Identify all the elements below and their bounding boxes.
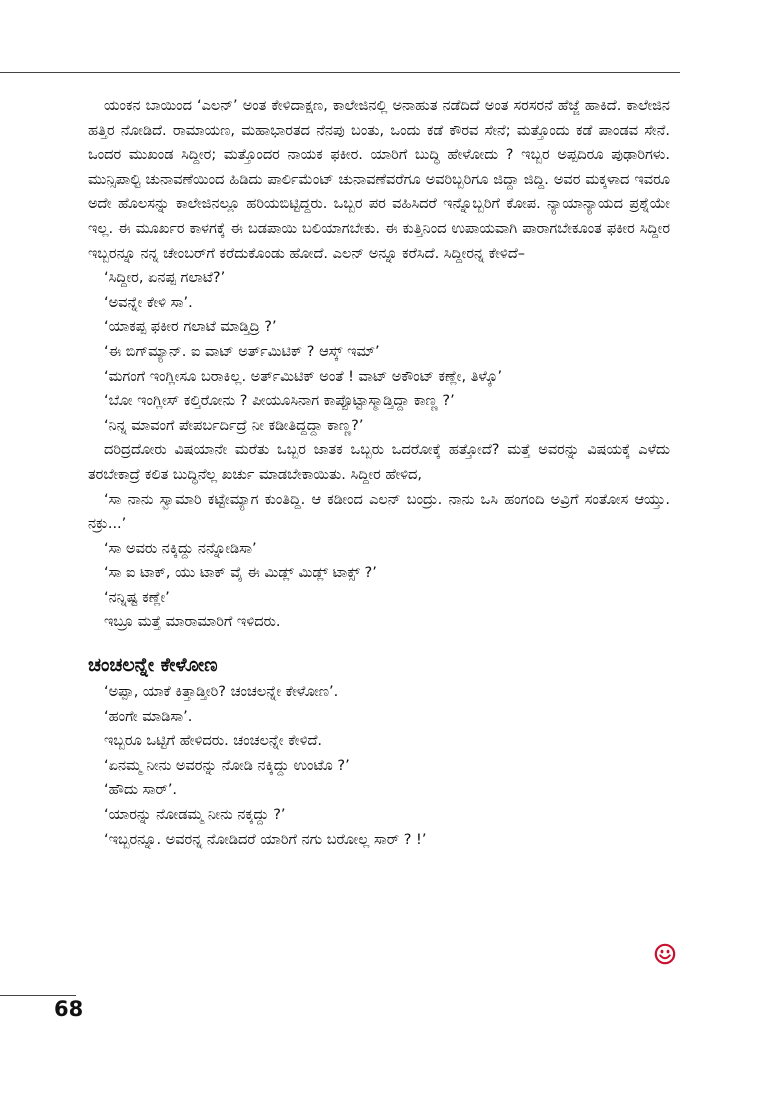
dialog-paragraph: ‘ಸಾ ನಾನು ಸ್ವಾಮಾರಿ ಕಟ್ಟೇಮ್ಯಾಗ ಕುಂತಿದ್ದಿ. ಆ ಕಡೀಂದ ಎಲನ್ ಬಂದ್ರು. ನಾನು ಒಸಿ ಹಂಗಂದಿ ಅವ್ರಿಗೆ ಸಂತೋಸ ಆಯ್ತು. ನಕ್ರು...’ — [88, 491, 670, 533]
dialog-line: ‘ಅವನ್ನೇ ಕೇಳಿ ಸಾ’. — [104, 294, 193, 311]
dialog-line: ‘ಸಾ ಅವರು ನಕ್ಕಿದ್ದು ನನ್ನೋಡಿಸಾ’ — [104, 540, 257, 557]
dialog-line: ‘ಈ ಬಿಗ್‌ಮ್ಯಾನ್. ಐ ವಾಟ್ ಅರ್ತ್‌ಮಿಟಿಕ್ ? ಆಸ್ಕ್ ಇಮ್’ — [104, 343, 380, 360]
section-heading: ಚಂಚಲನ್ನೇ ಕೇಳೋಣ — [88, 654, 218, 677]
dialog-line: ಇಬ್ಬರೂ ಒಟ್ಟಿಗೆ ಹೇಳಿದರು. ಚಂಚಲನ್ನೇ ಕೇಳಿದೆ. — [104, 733, 323, 750]
dialog-line: ‘ನನ್ನಿಷ್ಟ ಕಣ್ಲೇ’ — [104, 589, 170, 606]
dialog-line: ‘ಸಿದ್ದೀರ, ಏನಪ್ಪ ಗಲಾಟೆ?’ — [104, 270, 226, 287]
dialog-line: ‘ಹೌದು ಸಾರ್’. — [104, 782, 178, 799]
smiley-face-icon — [654, 943, 676, 965]
dialog-line: ‘ಹಂಗೇ ಮಾಡಿಸಾ’. — [104, 708, 193, 725]
dialog-line: ‘ಮಗಂಗೆ ಇಂಗ್ಲೀಸೂ ಬರಾಕಿಲ್ಲ. ಅರ್ತ್‌ಮಿಟಿಕ್ ಅಂತೆ ! ವಾಟ್ ಅಕೌಂಟ್ ಕಣ್ಲೇ, ತಿಳ್ಕೊ’ — [104, 368, 503, 385]
dialog-line: ‘ಅಪ್ಪಾ, ಯಾಕೆ ಕಿತ್ತಾಡ್ತೀರಿ? ಚಂಚಲನ್ನೇ ಕೇಳೋಣ’. — [104, 684, 339, 701]
page-number: 68 — [54, 997, 84, 1021]
dialog-line: ‘ಯಾರನ್ನು ನೋಡಮ್ಮ ನೀನು ನಕ್ಕದ್ದು ?’ — [104, 807, 286, 824]
header-rule — [0, 72, 680, 73]
dialog-line: ‘ನಿನ್ನ ಮಾವಂಗೆ ಪೇಪರ್ಬರ್ದಿದ್ರೆ ನೀ ಕಡೀತಿದ್ದದ್ದಾ ಕಾಣ್ಣ?’ — [104, 417, 364, 434]
dialog-line: ‘ಏನಮ್ಮ ನೀನು ಅವರನ್ನು ನೋಡಿ ನಕ್ಕಿದ್ದು ಉಂಟೊ ?’ — [104, 757, 350, 774]
dialog-line: ‘ಬೋ ಇಂಗ್ಲೀಸ್ ಕಲ್ತಿರೋನು ? ಪೀಯೂಸಿನಾಗ ಕಾಪ್ಪೊಟ್ಟಾಸ್ಮಾಡ್ತಿದ್ದಾ ಕಾಣ್ಣ ?’ — [104, 393, 455, 410]
dialog-line: ‘ಸಾ ಐ ಟಾಕ್, ಯು ಟಾಕ್ ವೈ ಈ ಮಿಡ್ಲ್ ಮಿಡ್ಲ್ ಟಾಕ್ಸ್ ?’ — [104, 565, 377, 582]
page-body — [88, 94, 670, 852]
dialog-line: ‘ಯಾಕಪ್ಪ ಫಕೀರ ಗಲಾಟೆ ಮಾಡ್ತಿದ್ರಿ ?’ — [104, 319, 277, 336]
dialog-line: ‘ಇಬ್ಬರನ್ನೂ. ಅವರನ್ನ ನೋಡಿದರೆ ಯಾರಿಗೆ ನಗು ಬರೋಲ್ಲ ಸಾರ್ ? !’ — [104, 831, 427, 848]
narration-paragraph: ದರಿದ್ರದೋರು ವಿಷಯಾನೇ ಮರೆತು ಒಬ್ಬರ ಜಾತಕ ಒಬ್ಬರು ಒದರೋಕ್ಕೆ ಹತ್ತೋದೆ? ಮತ್ತೆ ಅವರನ್ನು ವಿಷಯಕ್ಕೆ ಎಳೆದು ತರಬೇಕಾದ್ರೆ ಕಲಿತ ಬುದ್ಧಿನೆಲ್ಲ ಖರ್ಚು ಮಾಡಬೇಕಾಯಿತು. ಸಿದ್ದೀರ ಹೇಳಿದ, — [88, 442, 670, 483]
opening-paragraph: ಯಂಕನ ಬಾಯಿಂದ ‘ಎಲನ್’ ಅಂತ ಕೇಳಿದಾಕ್ಷಣ, ಕಾಲೇಜಿನಲ್ಲಿ ಅನಾಹುತ ನಡೆದಿದೆ ಅಂತ ಸರಸರನೆ ಹೆಜ್ಜೆ ಹಾಕಿದೆ. ಕಾಲೇಜಿನ ಹತ್ತಿರ ನೋಡಿದೆ. ರಾಮಾಯಣ, ಮಹಾಭಾರತದ ನೆನಪು ಬಂತು, ಒಂದು ಕಡೆ ಕೌರವ ಸೇನೆ; ಮತ್ತೊಂದು ಕಡೆ ಪಾಂಡವ ಸೇನೆ. ಒಂದರ ಮುಖಂಡ ಸಿದ್ದೀರ; ಮತ್ತೊಂದರ ನಾಯಕ ಫಕೀರ. ಯಾರಿಗೆ ಬುದ್ಧಿ ಹೇಳೋದು ? ಇಬ್ಬರ ಅಪ್ಪದಿರೂ ಪುಢಾರಿಗಳು. ಮುನ್ಸಿಪಾಲ್ಟಿ ಚುನಾವಣೆಯಿಂದ ಹಿಡಿದು ಪಾರ್ಲಿಮೆಂಟ್ ಚುನಾವಣೆವರೆಗೂ ಅವರಿಬ್ಬರಿಗೂ ಜಿದ್ದಾ ಜಿದ್ದಿ. ಅವರ ಮಕ್ಕಳಾದ ಇವರೂ ಅದೇ ಹೊಲಸನ್ನು ಕಾಲೇಜಿನಲ್ಲೂ ಹರಿಯಬಿಟ್ಟಿದ್ದರು. ಒಬ್ಬರ ಪರ ವಹಿಸಿದರೆ ಇನ್ನೊಬ್ಬರಿಗೆ ಕೋಪ. ನ್ಯಾಯಾನ್ಯಾಯದ ಪ್ರಶ್ನೆಯೇ ಇಲ್ಲ. ಈ ಮೂರ್ಖರ ಕಾಳಗಕ್ಕೆ ಈ ಬಡಪಾಯಿ ಬಲಿಯಾಗಬೇಕು. ಈ ಕುತ್ತಿನಿಂದ ಉಪಾಯವಾಗಿ ಪಾರಾಗಬೇಕೂಂತ ಫಕೀರ ಸಿದ್ದೀರ ಇಬ್ಬರನ್ನೂ ನನ್ನ ಚೇಂಬರ್‌ಗೆ ಕರೆದುಕೊಂಡು ಹೋದೆ. ಎಲನ್ ಅನ್ನೂ ಕರೆಸಿದೆ. ಸಿದ್ದೀರನ್ನ ಕೇಳಿದೆ– — [88, 98, 670, 262]
dialog-line: ಇಬ್ರೂ ಮತ್ತೆ ಮಾರಾಮಾರಿಗೆ ಇಳಿದರು. — [104, 614, 281, 631]
